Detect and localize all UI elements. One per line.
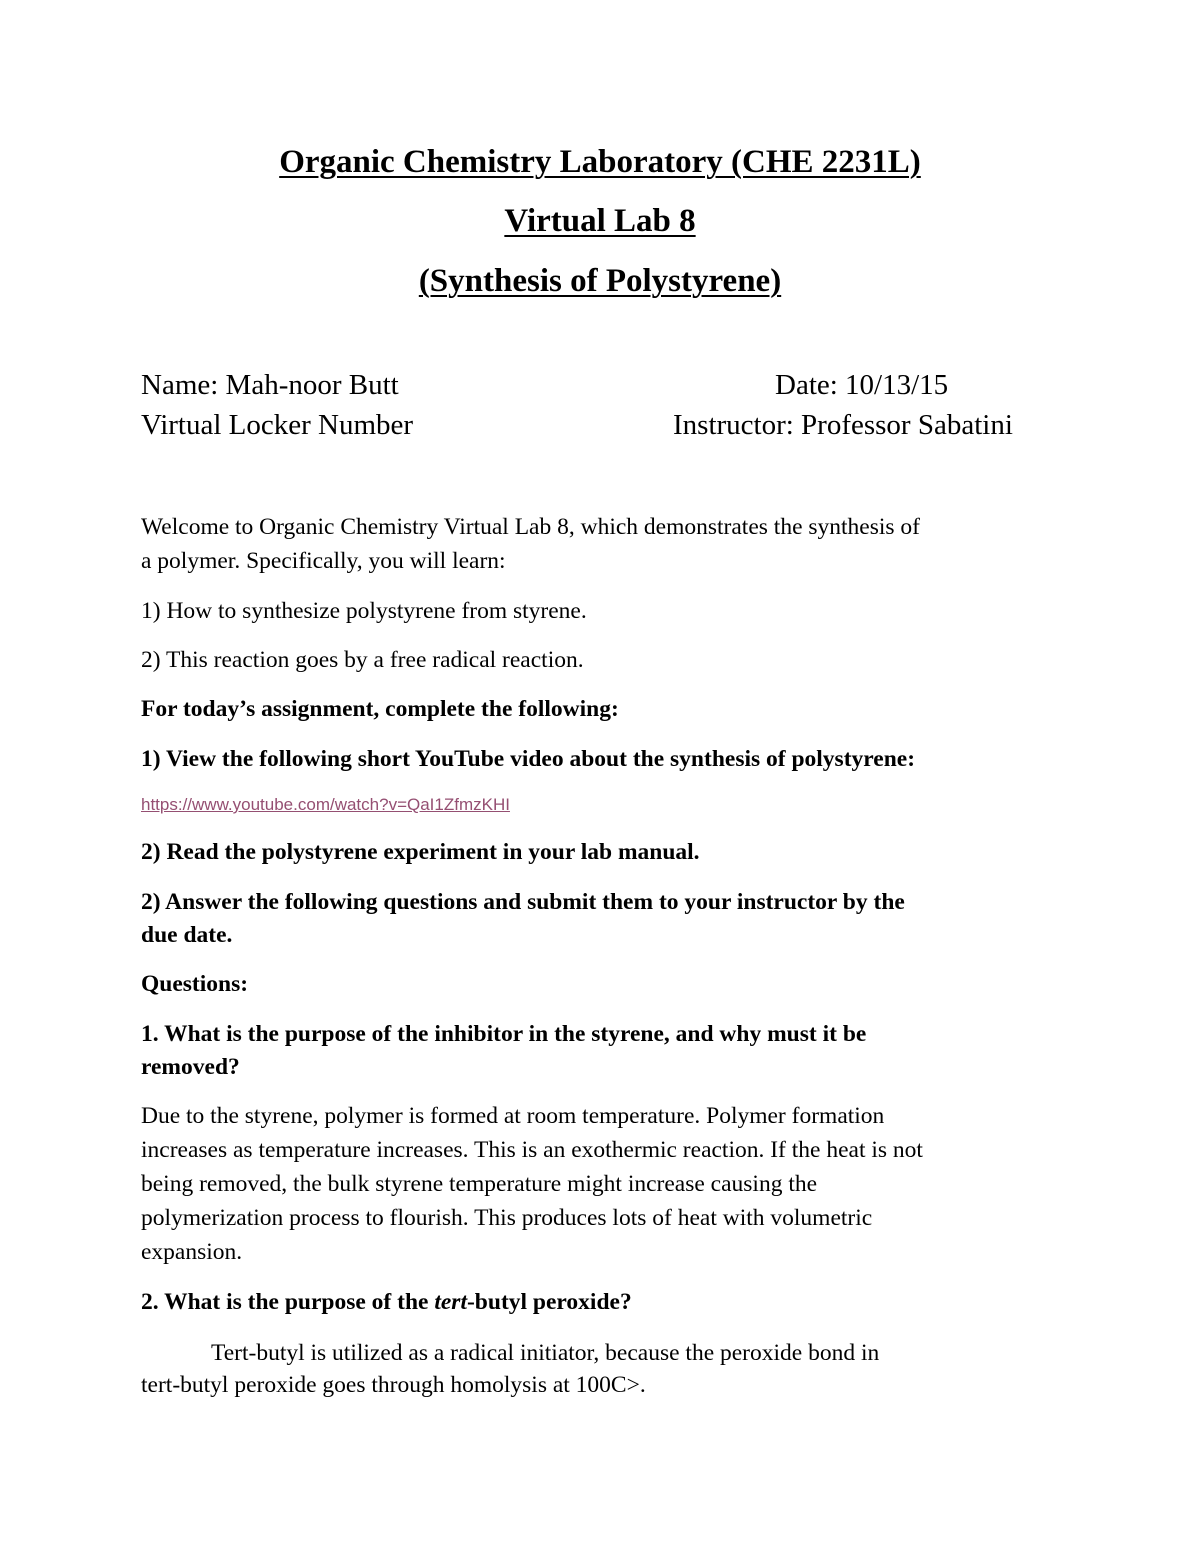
student-name: Name: Mah-noor Butt: [141, 369, 399, 401]
assignment-step-2: 2) Read the polystyrene experiment in your lab manual.: [141, 839, 700, 865]
answer-1-line-5: expansion.: [141, 1239, 243, 1265]
question-2-prefix: 2. What is the purpose of the: [141, 1289, 435, 1315]
lab-date: Date: 10/13/15: [775, 369, 949, 401]
answer-1-line-3: being removed, the bulk styrene temperature might increase causing the: [141, 1171, 818, 1197]
locker-number: Virtual Locker Number: [141, 409, 414, 441]
answer-1-line-4: polymerization process to flourish. This produces lots of heat with volumetric: [141, 1205, 873, 1231]
questions-heading: Questions:: [141, 971, 249, 997]
question-2-suffix: -butyl peroxide?: [466, 1289, 632, 1315]
assignment-step-3-line-2: due date.: [141, 922, 233, 948]
intro-line-1: Welcome to Organic Chemistry Virtual Lab 8, which demonstrates the synthesis of: [141, 514, 920, 540]
question-1-line-1: 1. What is the purpose of the inhibitor in the styrene, and why must it be: [141, 1021, 867, 1047]
answer-2-line-2: tert-butyl peroxide goes through homolysis at 100C>.: [141, 1372, 646, 1398]
assignment-step-3-line-1: 2) Answer the following questions and submit them to your instructor by the: [141, 889, 905, 915]
course-title: Organic Chemistry Laboratory (CHE 2231L): [279, 144, 921, 180]
learn-item-1: 1) How to synthesize polystyrene from styrene.: [141, 598, 587, 624]
question-2: [141, 1285, 1061, 1319]
assignment-step-1: 1) View the following short YouTube video about the synthesis of polystyrene:: [141, 746, 916, 772]
answer-1-line-1: Due to the styrene, polymer is formed at room temperature. Polymer formation: [141, 1103, 885, 1129]
assignment-heading: For today’s assignment, complete the following:: [141, 696, 619, 722]
instructor-name: Instructor: Professor Sabatini: [673, 409, 1013, 441]
question-2-italic: tert: [434, 1289, 467, 1315]
lab-title: Virtual Lab 8: [504, 203, 696, 239]
question-1-line-2: removed?: [141, 1054, 240, 1080]
learn-item-2: 2) This reaction goes by a free radical reaction.: [141, 647, 584, 673]
youtube-video-link[interactable]: https://www.youtube.com/watch?v=QaI1ZfmzKHI: [141, 795, 510, 814]
answer-2-line-1: Tert-butyl is utilized as a radical initiator, because the peroxide bond in: [211, 1340, 880, 1366]
lab-subtitle: (Synthesis of Polystyrene): [418, 263, 782, 299]
answer-1-line-2: increases as temperature increases. This is an exothermic reaction. If the heat is not: [141, 1137, 923, 1163]
intro-line-2: a polymer. Specifically, you will learn:: [141, 548, 506, 574]
